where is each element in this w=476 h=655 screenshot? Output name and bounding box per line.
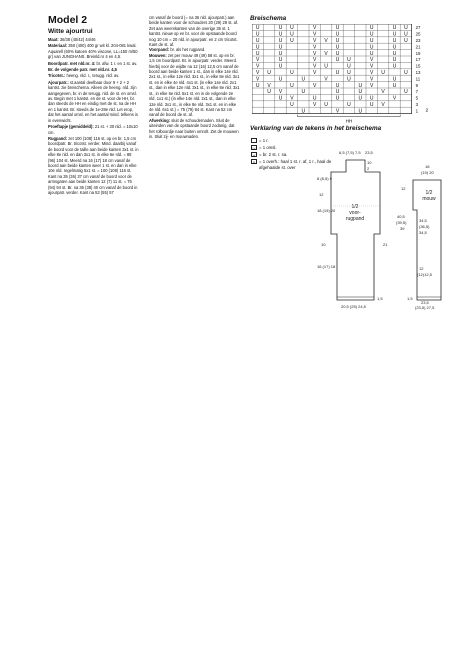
chart-symbol: U xyxy=(312,95,317,102)
chart-symbol: U xyxy=(404,25,408,32)
chart-symbol: U xyxy=(324,63,328,70)
chart-symbol: V xyxy=(313,25,317,32)
instruction-paragraph xyxy=(48,61,139,66)
chart-symbol: U xyxy=(278,50,283,57)
body-panel-outline xyxy=(331,160,380,300)
chart-symbol: V xyxy=(313,38,317,44)
sleeve-lower-a: 12 xyxy=(419,266,424,271)
sleeve-bottom-width: 23,5 xyxy=(421,300,429,305)
instruction-paragraph xyxy=(48,136,139,195)
instruction-paragraph xyxy=(149,53,240,118)
legend-title: Verklaring van de tekens in het breischema xyxy=(250,125,382,132)
chart-symbol: U xyxy=(255,31,260,38)
legend-text: = 1 overh.: haal 1 st. r. af, 1 r., haal de afgehaalde st. over xyxy=(259,159,332,170)
sleeve-top-height: 12 xyxy=(401,186,406,191)
chart-symbol: U xyxy=(392,25,397,32)
text-column-left xyxy=(48,14,139,195)
chart-symbol: V xyxy=(381,89,385,96)
paragraph-text: zet per mouw 49 (49) 58 st. op en br. 1,5 cm boordpatr. Br. in ajourpatr. verder. Meerd. hierbij voor de wijdte na 12 (16) 12,5 cm vanaf de boord aan beide kanten 1 st., dan in elke 14e nld. 2x1 st., in elke 12e nld. 3x1 st., in elke 8e nld. 3x1 st. en in elke 4e nld. 4x1 st. (in elke 14e nld. 2x1 st., dan in elke 12e nld. 3x1 st., in elke 8e nld. 3x1 st., in elke 6e nld. 5x1 st. en in de volgende 2e nld. 1x1 st.) (in elke 14e nld. 2x1 st., dan in elke 12e nld. 3x1 st., in elke 8e nld. 3x1 st. en in elke 4e nld. 6x1 st.) = 75 (79) 84 st. Kant na 52 cm vanaf de boord de st. af. xyxy=(149,52,240,118)
chart-symbol: V xyxy=(370,82,374,89)
body-label-1: 1/2 xyxy=(351,204,359,210)
chart-symbol: U xyxy=(347,57,351,64)
chart-symbol: U xyxy=(255,38,260,44)
instruction-paragraph xyxy=(48,43,139,59)
sleeve-mid-width-alt: (36,5) xyxy=(419,224,430,229)
legend-text: = 1 omsl. xyxy=(259,145,277,150)
chart-symbol: U xyxy=(335,50,340,57)
paragraph-text: cm vanaf de boord (= na 36 nld. ajourpatr.) aan beide kanten voor de schouders 20 (29) 29 st. af. Zet aan weerskanten van de overige 36 st. 1 kantst. nieuw op en br. voor de opstaande boord nog 10 cm = 20 nld. in ajourpatr. en 2 cm tricotst. Kant de st. af. xyxy=(149,15,239,48)
body-bottom-height: 16 (17) 18 xyxy=(317,264,336,269)
legend-symbol xyxy=(251,138,257,143)
chart-symbol: U xyxy=(255,25,260,32)
paragraph-text: heeng. nld. r., terugg. nld. av. xyxy=(66,73,120,79)
chart-symbol: U xyxy=(301,76,306,83)
chart-symbol: U xyxy=(347,70,351,76)
chart-symbol: U xyxy=(404,70,408,76)
paragraph-text: st.aantal deelbaar door 9 + 2 + 2 kantst. zie breischema. Alleen de heeng. nld. zijn aangegeven, br. in de terugg. nld. de st. en omsl. av. Begin met 1 kantst. en de st. voor de HH, br. dan steeds de HH en eindig met de st. na de HH en 1 kantst. Br. steeds de 1e-28e nld. Let erop, dat het aantal omsl. en het aantal mind. telkens is in evenwicht. xyxy=(48,79,138,123)
paragraph-text: zet 100 (108) 116 st. op en br. 1,5 cm boordpatr. Br. tricotst. verder. Mind. daarbij vanaf de boord voor de taille aan beide kanten 3x1 st. in elke 8e nld. en dan 3x1 st. in elke 6e nld. = 88 (96) 104 st. Meerd na 16 (17) 18 cm vanaf de boord aan beide kanten weer 1 st. en dan in elke 10e nld. regelmatig 5x1 st. = 100 (108) 116 st. Kant na 35 (36) 37 cm vanaf de boord voor de armsgaten aan beide kanten 12 (7) 11 st. = 76 (94) 94 st. Br. na 36 (38) 40 cm vanaf de boord in ajourpatr. verder. Kant na 53 (55) 57 xyxy=(48,135,139,195)
chart-symbol: V xyxy=(313,44,317,51)
chart-symbol: U xyxy=(335,38,340,44)
chart-symbol: U xyxy=(278,63,283,70)
garment-schematic xyxy=(317,150,457,310)
body-armhole-height: 18 (19) 20 xyxy=(317,208,336,213)
chart-symbol: U xyxy=(267,89,271,96)
sleeve-mid-width-alt2: 34,5 xyxy=(419,230,427,235)
chart-symbol: V xyxy=(313,50,317,57)
chart-symbol: U xyxy=(358,82,363,89)
chart-title: Breischema xyxy=(250,15,287,22)
instruction-paragraph xyxy=(48,37,139,42)
chart-row-number: 25 xyxy=(415,31,421,37)
chart-symbol: U xyxy=(392,63,397,70)
chart-symbol: U xyxy=(255,82,260,89)
chart-row-number: 19 xyxy=(415,50,421,56)
chart-symbol: U xyxy=(335,70,340,76)
chart-symbol: V xyxy=(313,31,317,38)
body-shoulder-height: 8 (8,5) 9 xyxy=(317,176,332,181)
chart-symbol: U xyxy=(335,44,340,51)
chart-symbol: U xyxy=(278,95,283,102)
chart-symbol: U xyxy=(267,70,271,76)
legend-symbol: V xyxy=(252,153,256,158)
chart-symbol: U xyxy=(381,70,385,76)
chart-symbol: U xyxy=(301,108,306,115)
chart-symbol: V xyxy=(256,70,260,76)
chart-symbol: V xyxy=(324,50,328,57)
chart-symbol: U xyxy=(358,108,363,115)
chart-row-number: 5 xyxy=(415,95,419,101)
hh-label: HH xyxy=(345,118,353,124)
chart-symbol: U xyxy=(369,31,374,38)
chart-symbol: U xyxy=(278,44,283,51)
chart-symbol: U xyxy=(290,38,294,44)
paragraph-label: Afwerking: xyxy=(149,117,171,123)
paragraph-label: Tricotst.: xyxy=(48,73,66,79)
chart-row-number: 15 xyxy=(415,63,421,69)
chart-symbol: U xyxy=(404,31,408,38)
chart-symbol: U xyxy=(369,95,374,102)
body-rib: 1,5 xyxy=(377,296,383,301)
sleeve-rib: 1,5 xyxy=(407,296,413,301)
body-collar-height: 10 xyxy=(367,160,372,165)
model-subtitle: Witte ajourtrui xyxy=(48,28,93,35)
chart-symbol: V xyxy=(256,63,260,70)
chart-symbol: U xyxy=(404,38,408,44)
chart-symbol: V xyxy=(370,57,374,64)
chart-symbol: U xyxy=(335,82,340,89)
instruction-paragraph xyxy=(48,67,139,72)
chart-symbol: V xyxy=(381,102,385,108)
chart-row-number: 23 xyxy=(415,38,421,43)
chart-row-number: 11 xyxy=(415,76,421,82)
paragraph-label: Rugpand: xyxy=(48,135,68,141)
chart-symbol: U xyxy=(358,89,363,96)
sleeve-bottom-width-alt: (23,5) 27,5 xyxy=(415,305,435,310)
paragraph-text: br. als het rugpand. xyxy=(170,47,206,53)
chart-symbol: U xyxy=(278,57,283,64)
chart-symbol: V xyxy=(313,63,317,70)
model-title: Model 2 xyxy=(48,14,88,26)
chart-symbol: U xyxy=(335,57,340,64)
paragraph-text: 21 st. + 30 nld. = 10x10 cm. xyxy=(48,124,138,135)
chart-symbol: U xyxy=(335,25,340,32)
instruction-paragraph xyxy=(48,80,139,123)
instruction-paragraph xyxy=(149,118,240,140)
chart-symbol: U xyxy=(347,102,351,108)
sleeve-lower-b: (12)12,5 xyxy=(417,272,432,277)
chart-symbol: U xyxy=(301,89,306,96)
sleeve-len-a: 40,5 xyxy=(397,214,405,219)
legend-symbol: X xyxy=(252,160,256,165)
chart-symbol: U xyxy=(404,89,408,96)
chart-symbol: U xyxy=(278,76,283,83)
chart-symbol: V xyxy=(324,38,328,44)
chart-symbol: U xyxy=(358,95,363,102)
chart-symbol: V xyxy=(313,57,317,64)
chart-symbol: V xyxy=(324,76,328,83)
hh-bracket xyxy=(298,115,401,117)
sleeve-top-width-alt: (19) 20 xyxy=(421,170,434,175)
body-neck-width: 23,5 xyxy=(365,150,373,155)
chart-symbol: U xyxy=(369,44,374,51)
chart-symbol: U xyxy=(278,38,283,44)
chart-symbol: U xyxy=(335,89,340,96)
chart-symbol: V xyxy=(313,82,317,89)
legend-text: = br. 2 st. r. sa. xyxy=(259,152,288,157)
instructions-left xyxy=(48,37,139,195)
chart-symbol: U xyxy=(392,44,397,51)
paragraph-text: sluit de schoudernaden. Sluit de uiteinden van de opstaande boord zodanig, dat het rolboordje naar buiten omrolt. Zet de mouwen in. Sluit zij- en mouwnaden. xyxy=(149,117,239,139)
body-waist-width: 21 xyxy=(383,242,388,247)
instruction-paragraph xyxy=(48,124,139,135)
chart-row-number: 17 xyxy=(415,57,421,63)
chart-symbol: U xyxy=(347,63,351,70)
paragraph-label: Voorpand: xyxy=(149,47,170,53)
chart-symbol: U xyxy=(392,57,397,64)
chart-symbol: V xyxy=(370,76,374,83)
chart-row-number: 9 xyxy=(415,82,419,88)
paragraph-label: Materiaal: xyxy=(48,43,68,49)
chart-symbol: U xyxy=(278,31,283,38)
chart-symbol: V xyxy=(256,57,260,64)
chart-symbol: U xyxy=(255,44,260,51)
body-label-2: voor- xyxy=(349,210,361,216)
paragraph-label: Maat: xyxy=(48,37,59,42)
chart-symbol: U xyxy=(290,82,294,89)
body-side-lower: 10 xyxy=(321,242,326,247)
paragraph-text: 350 (400) 400 gr wit kl. 204-081 kwal. Aquarell (60% katoen 40% viscose, LL=150 m/50 gr) van JUNGHANS. Breinld.nr 4 en 4,5. xyxy=(48,43,138,60)
paragraph-label: Br. de volgende patr. met nld.nr. 4,5 xyxy=(48,67,117,73)
chart-symbol: V xyxy=(313,102,317,108)
legend-text: = 1 r. xyxy=(259,138,269,143)
chart-symbol: V xyxy=(278,89,283,96)
chart-symbol: V xyxy=(335,108,340,115)
chart-row-number: 1 xyxy=(415,108,419,114)
sleeve-mid-width: 34,5 xyxy=(419,218,427,223)
chart-symbol: U xyxy=(290,102,294,108)
instruction-paragraph xyxy=(48,73,139,78)
chart-symbol: U xyxy=(290,70,294,76)
instructions-middle xyxy=(149,15,240,139)
paragraph-label: Mouwen: xyxy=(149,52,167,58)
chart-symbol: V xyxy=(392,95,397,102)
legend-symbol: U xyxy=(252,146,256,151)
legend-item xyxy=(251,138,341,144)
chart-symbol: U xyxy=(290,25,294,32)
sleeve-len-b: (39,5) xyxy=(396,220,407,225)
chart-symbol: V xyxy=(290,95,294,102)
paragraph-label: Ajourpatr.: xyxy=(48,79,69,85)
knitting-chart xyxy=(252,24,442,128)
sleeve-label-1: 1/2 xyxy=(425,190,433,196)
chart-symbol: U xyxy=(392,76,397,83)
paragraph-text: 36/38 (40/42) 44/46 xyxy=(59,37,96,42)
chart-symbol: U xyxy=(324,102,328,108)
paragraph-label: Boordpatr. met nld.nr. 4: xyxy=(48,60,96,66)
chart-symbol: U xyxy=(335,95,340,102)
chart-symbol: U xyxy=(392,38,397,44)
chart-symbol: V xyxy=(313,70,317,76)
body-side-upper: 12 xyxy=(319,192,324,197)
chart-symbol: U xyxy=(255,50,260,57)
chart-symbol: V xyxy=(370,70,374,76)
chart-symbol: U xyxy=(369,50,374,57)
chart-bracket-number: 2 xyxy=(425,107,429,113)
instruction-paragraph xyxy=(149,15,240,47)
chart-symbol: V xyxy=(370,63,374,70)
chart-row-number: 3 xyxy=(415,102,419,107)
chart-symbol: U xyxy=(347,76,351,83)
sleeve-top-width: 18 xyxy=(425,164,430,169)
body-top-width: 6,5 (7,5) 7,5 xyxy=(339,150,361,155)
chart-symbol: U xyxy=(290,31,294,38)
chart-symbol: U xyxy=(278,25,283,32)
paragraph-label: Proeftapje (gemiddeld): xyxy=(48,124,94,130)
chart-symbol: U xyxy=(392,82,397,89)
chart-row-number: 13 xyxy=(415,70,421,75)
chart-row-number: 7 xyxy=(415,89,419,95)
chart-symbol: U xyxy=(369,38,374,44)
sleeve-len-c: 39 xyxy=(400,226,405,231)
body-label-3: rugpand xyxy=(345,216,365,222)
chart-symbol: U xyxy=(335,31,340,38)
paragraph-text: br. afw. 1 r. en 1 st. av. xyxy=(96,60,138,66)
chart-row-number: 27 xyxy=(415,25,421,31)
body-neck-height: 2 xyxy=(367,166,370,171)
chart-symbol: V xyxy=(267,82,271,89)
chart-symbol: U xyxy=(369,102,374,108)
body-bottom-width: 20,5 (25) 24,5 xyxy=(341,304,366,309)
chart-symbol: U xyxy=(392,50,397,57)
chart-symbol: U xyxy=(392,31,397,38)
chart-row-number: 21 xyxy=(415,44,421,50)
sleeve-label-2: mouw xyxy=(422,196,436,202)
text-column-middle xyxy=(149,15,240,139)
chart-symbol: V xyxy=(256,76,260,83)
chart-symbol: U xyxy=(369,25,374,32)
